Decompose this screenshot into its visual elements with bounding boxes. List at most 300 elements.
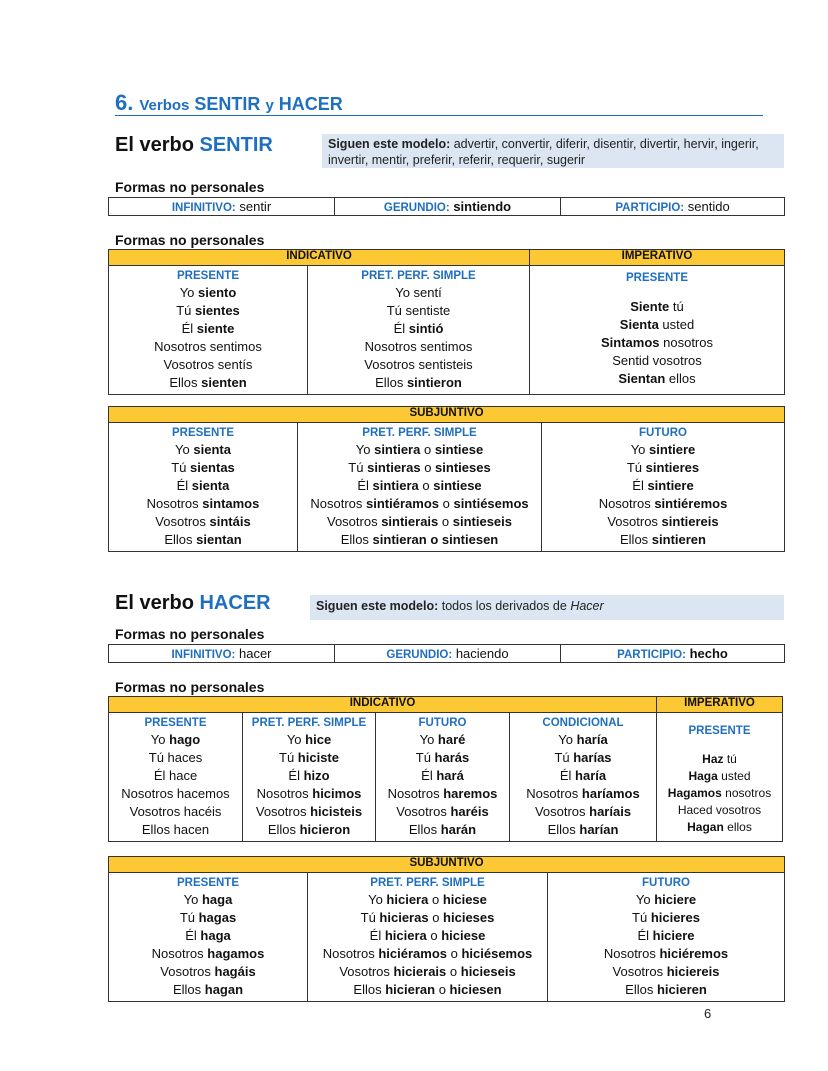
conjugation-row [548,945,784,963]
conjugation-text: o [446,964,461,979]
conjugation-text: Ellos [353,982,386,997]
conjugation-form: sienta [191,478,230,493]
conjugation-text: Él [632,478,648,493]
conjugation-form: sintiéremos [654,496,728,511]
conjugation-row [308,374,529,392]
conjugation-text: Ellos [620,532,652,547]
conjugation-form: harán [440,822,477,837]
infinitive-label: INFINITIVO: [171,649,236,661]
pers-heading-hacer: Formas no personales [115,679,265,695]
verb-title-pre: El verbo [115,592,194,614]
conjugation-form: hizo [303,768,330,783]
conjugation-form: sientas [189,460,235,475]
conjugation-text: Tú [626,460,646,475]
conjugation-text: Nosotros [526,786,582,801]
subjuntivo-header: SUBJUNTIVO [109,857,785,873]
conjugation-row [657,802,782,819]
col-pret [298,423,542,552]
conjugation-form: hagamos [207,946,265,961]
gerund-label: GERUNDIO: [383,202,450,214]
verb-title-verb: SENTIR [199,134,273,156]
conjugation-form: hará [436,768,464,783]
conjugation-text: Vosotros [534,804,590,819]
conjugation-text: Él hace [153,768,198,783]
conjugation-row [542,495,784,513]
tense-label: PRESENTE [688,725,751,737]
conjugation-form: hiciera [386,892,429,907]
conjugation-text: Él [185,928,201,943]
gerund-cell [335,198,561,216]
col-imperativo [657,713,783,842]
conjugation-row [298,531,541,549]
tense-label: PRET. PERF. SIMPLE [251,717,367,729]
conjugation-row [298,513,541,531]
conjugation-row [530,370,784,388]
conjugation-text: Él [637,928,653,943]
conjugation-row [308,320,529,338]
conjugation-form: sintiera [374,442,421,457]
conjugation-row [376,731,509,749]
conjugation-row [548,891,784,909]
conjugation-text: Él [393,321,409,336]
model-text: advertir, convertir, diferir, disentir, divertir, hervir, ingerir, invertir, mentir, preferir, referir, requerir, sugerir [328,137,759,167]
pers-heading-sentir: Formas no personales [115,232,265,248]
conjugation-text: ellos [665,371,696,386]
conjugation-form: hicimos [312,786,362,801]
conjugation-row [243,767,375,785]
model-text: todos los derivados de [441,599,567,613]
tense-label: FUTURO [639,427,687,439]
conjugation-text: Él [559,768,576,783]
conjugation-form: haría [575,768,607,783]
conjugation-text: o [418,478,434,493]
conjugation-form: sintieron [406,375,462,390]
gerund-label: GERUNDIO: [386,649,453,661]
conjugation-text: Vosotros [255,804,311,819]
conjugation-text: Vosotros [155,514,210,529]
conjugation-row [109,374,307,392]
conjugation-text: Tú [554,750,574,765]
conjugation-text: Nosotros [151,946,208,961]
conjugation-row [109,338,307,356]
conjugation-text: o [439,496,454,511]
conjugation-text: Tú [415,750,435,765]
nonpers-heading-hacer: Formas no personales [115,626,265,642]
tense-label: PRESENTE [177,877,239,889]
conjugation-text: Él [288,768,304,783]
conjugation-text: Ellos [375,375,407,390]
participle-cell [561,198,785,216]
conjugation-form: hiciereis [666,964,720,979]
conjugation-text: Nosotros sentimos [364,339,473,354]
conjugation-row [109,749,242,767]
conjugation-row [308,338,529,356]
nonpers-table-hacer [108,644,785,663]
conjugation-row [657,785,782,802]
conjugation-text: Tú [348,460,368,475]
conjugation-text: Nosotros hacemos [121,786,230,801]
conjugation-text: Yo [635,892,655,907]
conjugation-text: Yo [368,892,387,907]
conjugation-form: haréis [450,804,489,819]
conjugation-row [109,459,297,477]
conjugation-row [548,909,784,927]
conjugation-form: hicieran [385,982,436,997]
conjugation-text: Nosotros [310,496,367,511]
conjugation-row [243,749,375,767]
col-presente [109,266,308,395]
tense-label: PRET. PERF. SIMPLE [370,877,485,889]
conjugation-row [542,441,784,459]
conjugation-row [109,891,307,909]
conjugation-text: Nosotros [322,946,379,961]
conjugation-form: haré [437,732,466,747]
conjugation-form: hice [305,732,332,747]
conjugation-form: hicisteis [310,804,363,819]
conjugation-text: o [428,910,444,925]
conjugation-text: Él [357,478,373,493]
conjugation-row [542,477,784,495]
conjugation-form: haría [576,732,608,747]
conjugation-row [548,981,784,999]
col-presente [109,873,308,1002]
conjugation-text: tú [669,299,684,314]
indicativo-table-sentir [108,249,785,395]
conjugation-form: sintiéramos [366,496,439,511]
conjugation-form: Sintamos [601,335,660,350]
section-title [115,90,763,116]
tense-label: CONDICIONAL [542,717,624,729]
col-pret [308,266,530,395]
conjugation-text: Yo [558,732,577,747]
conjugation-text: Ellos [169,375,202,390]
conjugation-form: hiciere [654,892,697,907]
section-pre: Verbos [139,97,190,114]
conjugation-text: Tú [179,910,199,925]
conjugation-text: usted [658,317,695,332]
conjugation-form: siente [196,321,235,336]
conjugation-form: hiciéramos [378,946,447,961]
conjugation-row [510,785,656,803]
conjugation-text: usted [717,769,751,783]
conjugation-text: Ellos [172,982,205,997]
conjugation-row [510,767,656,785]
infinitive-cell [109,645,335,663]
model-italic: Hacer [570,599,604,613]
conjugation-row [308,284,529,302]
conjugation-form: hicieseis [460,964,516,979]
indicativo-header: INDICATIVO [109,250,530,266]
tense-label: PRESENTE [626,272,688,284]
conjugation-form: hicieren [656,982,707,997]
conjugation-text: Yo [630,442,650,457]
conjugation-row [657,751,782,768]
conjugation-form: hiciere [652,928,695,943]
conjugation-form: hagas [198,910,237,925]
conjugation-form: hicieron [299,822,351,837]
conjugation-text: Vosotros hacéis [129,804,222,819]
conjugation-row [530,298,784,316]
verb-title-hacer [115,592,271,615]
conjugation-row [376,821,509,839]
conjugation-row [109,302,307,320]
participle-label: PARTICIPIO: [615,202,685,214]
conjugation-form: sientes [194,303,240,318]
conjugation-row [243,785,375,803]
conjugation-row [109,945,307,963]
conjugation-text: Nosotros [603,946,660,961]
conjugation-text: o [428,892,443,907]
model-box-sentir [322,134,784,168]
conjugation-text: Ellos [340,532,373,547]
col-futuro [548,873,785,1002]
conjugation-form: sintiera [372,478,419,493]
conjugation-row [109,531,297,549]
conjugation-row [109,284,307,302]
page-number: 6 [704,1006,712,1021]
conjugation-form: sintiese [433,478,482,493]
conjugation-text: Ellos [625,982,657,997]
conjugation-row [109,821,242,839]
conjugation-row [298,477,541,495]
conjugation-form: hicierais [393,964,447,979]
conjugation-text: Haced vosotros [677,803,762,817]
conjugation-text: Tú [279,750,298,765]
conjugation-form: sintáis [209,514,251,529]
tense-label: FUTURO [418,717,467,729]
conjugation-row [308,963,547,981]
tense-label: FUTURO [642,877,690,889]
conjugation-text: Nosotros [387,786,444,801]
conjugation-form: harías [573,750,612,765]
conjugation-text: Tú [360,910,380,925]
participle-cell [561,645,785,663]
conjugation-row [548,963,784,981]
conjugation-text: Él [421,768,437,783]
tense-label: PRESENTE [144,717,207,729]
conjugation-text: Yo [419,732,438,747]
conjugation-row [109,785,242,803]
conjugation-form: hiciese [442,892,487,907]
nonpers-table-sentir [108,197,785,216]
col-futuro [376,713,510,842]
conjugation-row [376,785,509,803]
conjugation-text: Yo [150,732,170,747]
imperativo-header: IMPERATIVO [657,697,783,713]
conjugation-text: o [420,442,435,457]
model-box-hacer [310,595,784,620]
conjugation-form: hagáis [214,964,256,979]
conjugation-form: Hagan [687,820,724,834]
conjugation-row [109,477,297,495]
conjugation-text: Yo sentí [395,285,442,300]
conjugation-text: Nosotros [256,786,313,801]
conjugation-text: Ellos [164,532,197,547]
conjugation-text: o [426,928,442,943]
col-condicional [510,713,657,842]
gerund-value: sintiendo [453,199,512,214]
conjugation-text: Vosotros [396,804,451,819]
conjugation-row [530,352,784,370]
conjugation-text: Tú haces [148,750,203,765]
conjugation-row [308,891,547,909]
nonpers-heading-sentir: Formas no personales [115,179,265,195]
conjugation-form: Hagamos [667,786,722,800]
subjuntivo-table-sentir [108,406,785,552]
conjugation-row [548,927,784,945]
conjugation-form: sienta [193,442,231,457]
conjugation-text: Tú sentiste [386,303,451,318]
conjugation-text: Tú [176,303,195,318]
conjugation-form: hiciésemos [461,946,533,961]
conjugation-form: hicieras [379,910,429,925]
tense-label: PRET. PERF. SIMPLE [362,427,477,439]
model-label: Siguen este modelo: [316,599,439,613]
conjugation-text: Tú [171,460,190,475]
conjugation-form: siento [198,285,237,300]
conjugation-text: Él [369,928,385,943]
conjugation-form: sintamos [202,496,260,511]
conjugation-row [376,767,509,785]
conjugation-form: sienten [201,375,247,390]
conjugation-text: Él [176,478,192,493]
conjugation-form: haga [201,892,233,907]
conjugation-row [530,316,784,334]
conjugation-row [243,803,375,821]
conjugation-form: sintieseis [452,514,513,529]
conjugation-form: sintieras [367,460,421,475]
conjugation-row [510,803,656,821]
conjugation-form: haríamos [581,786,640,801]
verb-title-sentir [115,134,273,157]
conjugation-text: Yo [179,285,199,300]
conjugation-form: sintió [408,321,444,336]
conjugation-row [510,749,656,767]
conjugation-text: Yo [355,442,375,457]
conjugation-form: haríais [589,804,632,819]
conjugation-row [109,963,307,981]
col-pret [243,713,376,842]
conjugation-text: Ellos [408,822,441,837]
col-presente [109,423,298,552]
model-label: Siguen este modelo: [328,137,451,151]
conjugation-text: Nosotros [598,496,655,511]
conjugation-text: Vosotros sentisteis [364,357,473,372]
conjugation-text: Vosotros [339,964,394,979]
conjugation-text: Yo [175,442,194,457]
gerund-cell [335,645,561,663]
conjugation-form: hicieres [650,910,700,925]
conjugation-row [308,302,529,320]
conjugation-text: o [420,460,436,475]
conjugation-text: o [438,514,453,529]
section-conj: y [265,97,274,114]
col-imperativo [530,266,785,395]
infinitive-cell [109,198,335,216]
conjugation-form: harían [579,822,619,837]
conjugation-row [542,459,784,477]
tense-label: PRET. PERF. SIMPLE [361,270,476,282]
conjugation-text: tú [723,752,737,766]
conjugation-row [657,819,782,836]
imperativo-header: IMPERATIVO [530,250,785,266]
section-verb1: SENTIR [194,94,261,114]
subjuntivo-header: SUBJUNTIVO [109,407,785,423]
conjugation-row [542,531,784,549]
conjugation-row [530,334,784,352]
conjugation-row [243,731,375,749]
conjugation-row [109,909,307,927]
conjugation-text: Nosotros sentimos [154,339,262,354]
conjugation-row [657,768,782,785]
conjugation-row [109,927,307,945]
conjugation-form: sintiereis [661,514,719,529]
participle-value: hecho [689,646,728,661]
conjugation-row [298,495,541,513]
verb-title-pre: El verbo [115,134,194,156]
col-futuro [542,423,785,552]
conjugation-form: sintieran o sintiesen [372,532,499,547]
conjugation-form: hiciesen [449,982,502,997]
conjugation-row [109,320,307,338]
conjugation-form: sintiere [649,442,696,457]
tense-label: PRESENTE [172,427,234,439]
tense-label: PRESENTE [177,270,239,282]
conjugation-row [308,356,529,374]
participle-label: PARTICIPIO: [617,649,686,661]
conjugation-form: hago [169,732,201,747]
conjugation-row [308,909,547,927]
conjugation-form: hiciéremos [659,946,729,961]
conjugation-form: sintiese [434,442,484,457]
indicativo-table-hacer [108,696,783,842]
conjugation-form: hiciera [384,928,427,943]
conjugation-form: Haga [688,769,718,783]
conjugation-form: hicieses [443,910,495,925]
conjugation-row [109,495,297,513]
conjugation-row [298,441,541,459]
conjugation-text: o [435,982,450,997]
conjugation-form: hagan [204,982,244,997]
conjugation-text: o [447,946,462,961]
conjugation-text: nosotros [659,335,713,350]
conjugation-text: nosotros [721,786,772,800]
conjugation-row [308,927,547,945]
conjugation-text: Tú [632,910,651,925]
conjugation-row [308,981,547,999]
conjugation-text: Vosotros [160,964,215,979]
infinitive-label: INFINITIVO: [171,202,236,214]
gerund-value: haciendo [455,646,509,661]
conjugation-text: Él [181,321,197,336]
conjugation-row [308,945,547,963]
conjugation-form: haga [200,928,231,943]
indicativo-header: INDICATIVO [109,697,657,713]
conjugation-form: sintierais [381,514,439,529]
conjugation-form: sintieses [435,460,491,475]
conjugation-row [109,803,242,821]
conjugation-row [542,513,784,531]
conjugation-form: hiciste [297,750,339,765]
conjugation-form: Siente [630,299,670,314]
conjugation-text: Vosotros [612,964,667,979]
conjugation-form: sientan [196,532,242,547]
conjugation-row [510,731,656,749]
section-number: 6. [115,90,134,115]
conjugation-text: Ellos [547,822,580,837]
conjugation-text: Yo [286,732,306,747]
conjugation-row [109,513,297,531]
